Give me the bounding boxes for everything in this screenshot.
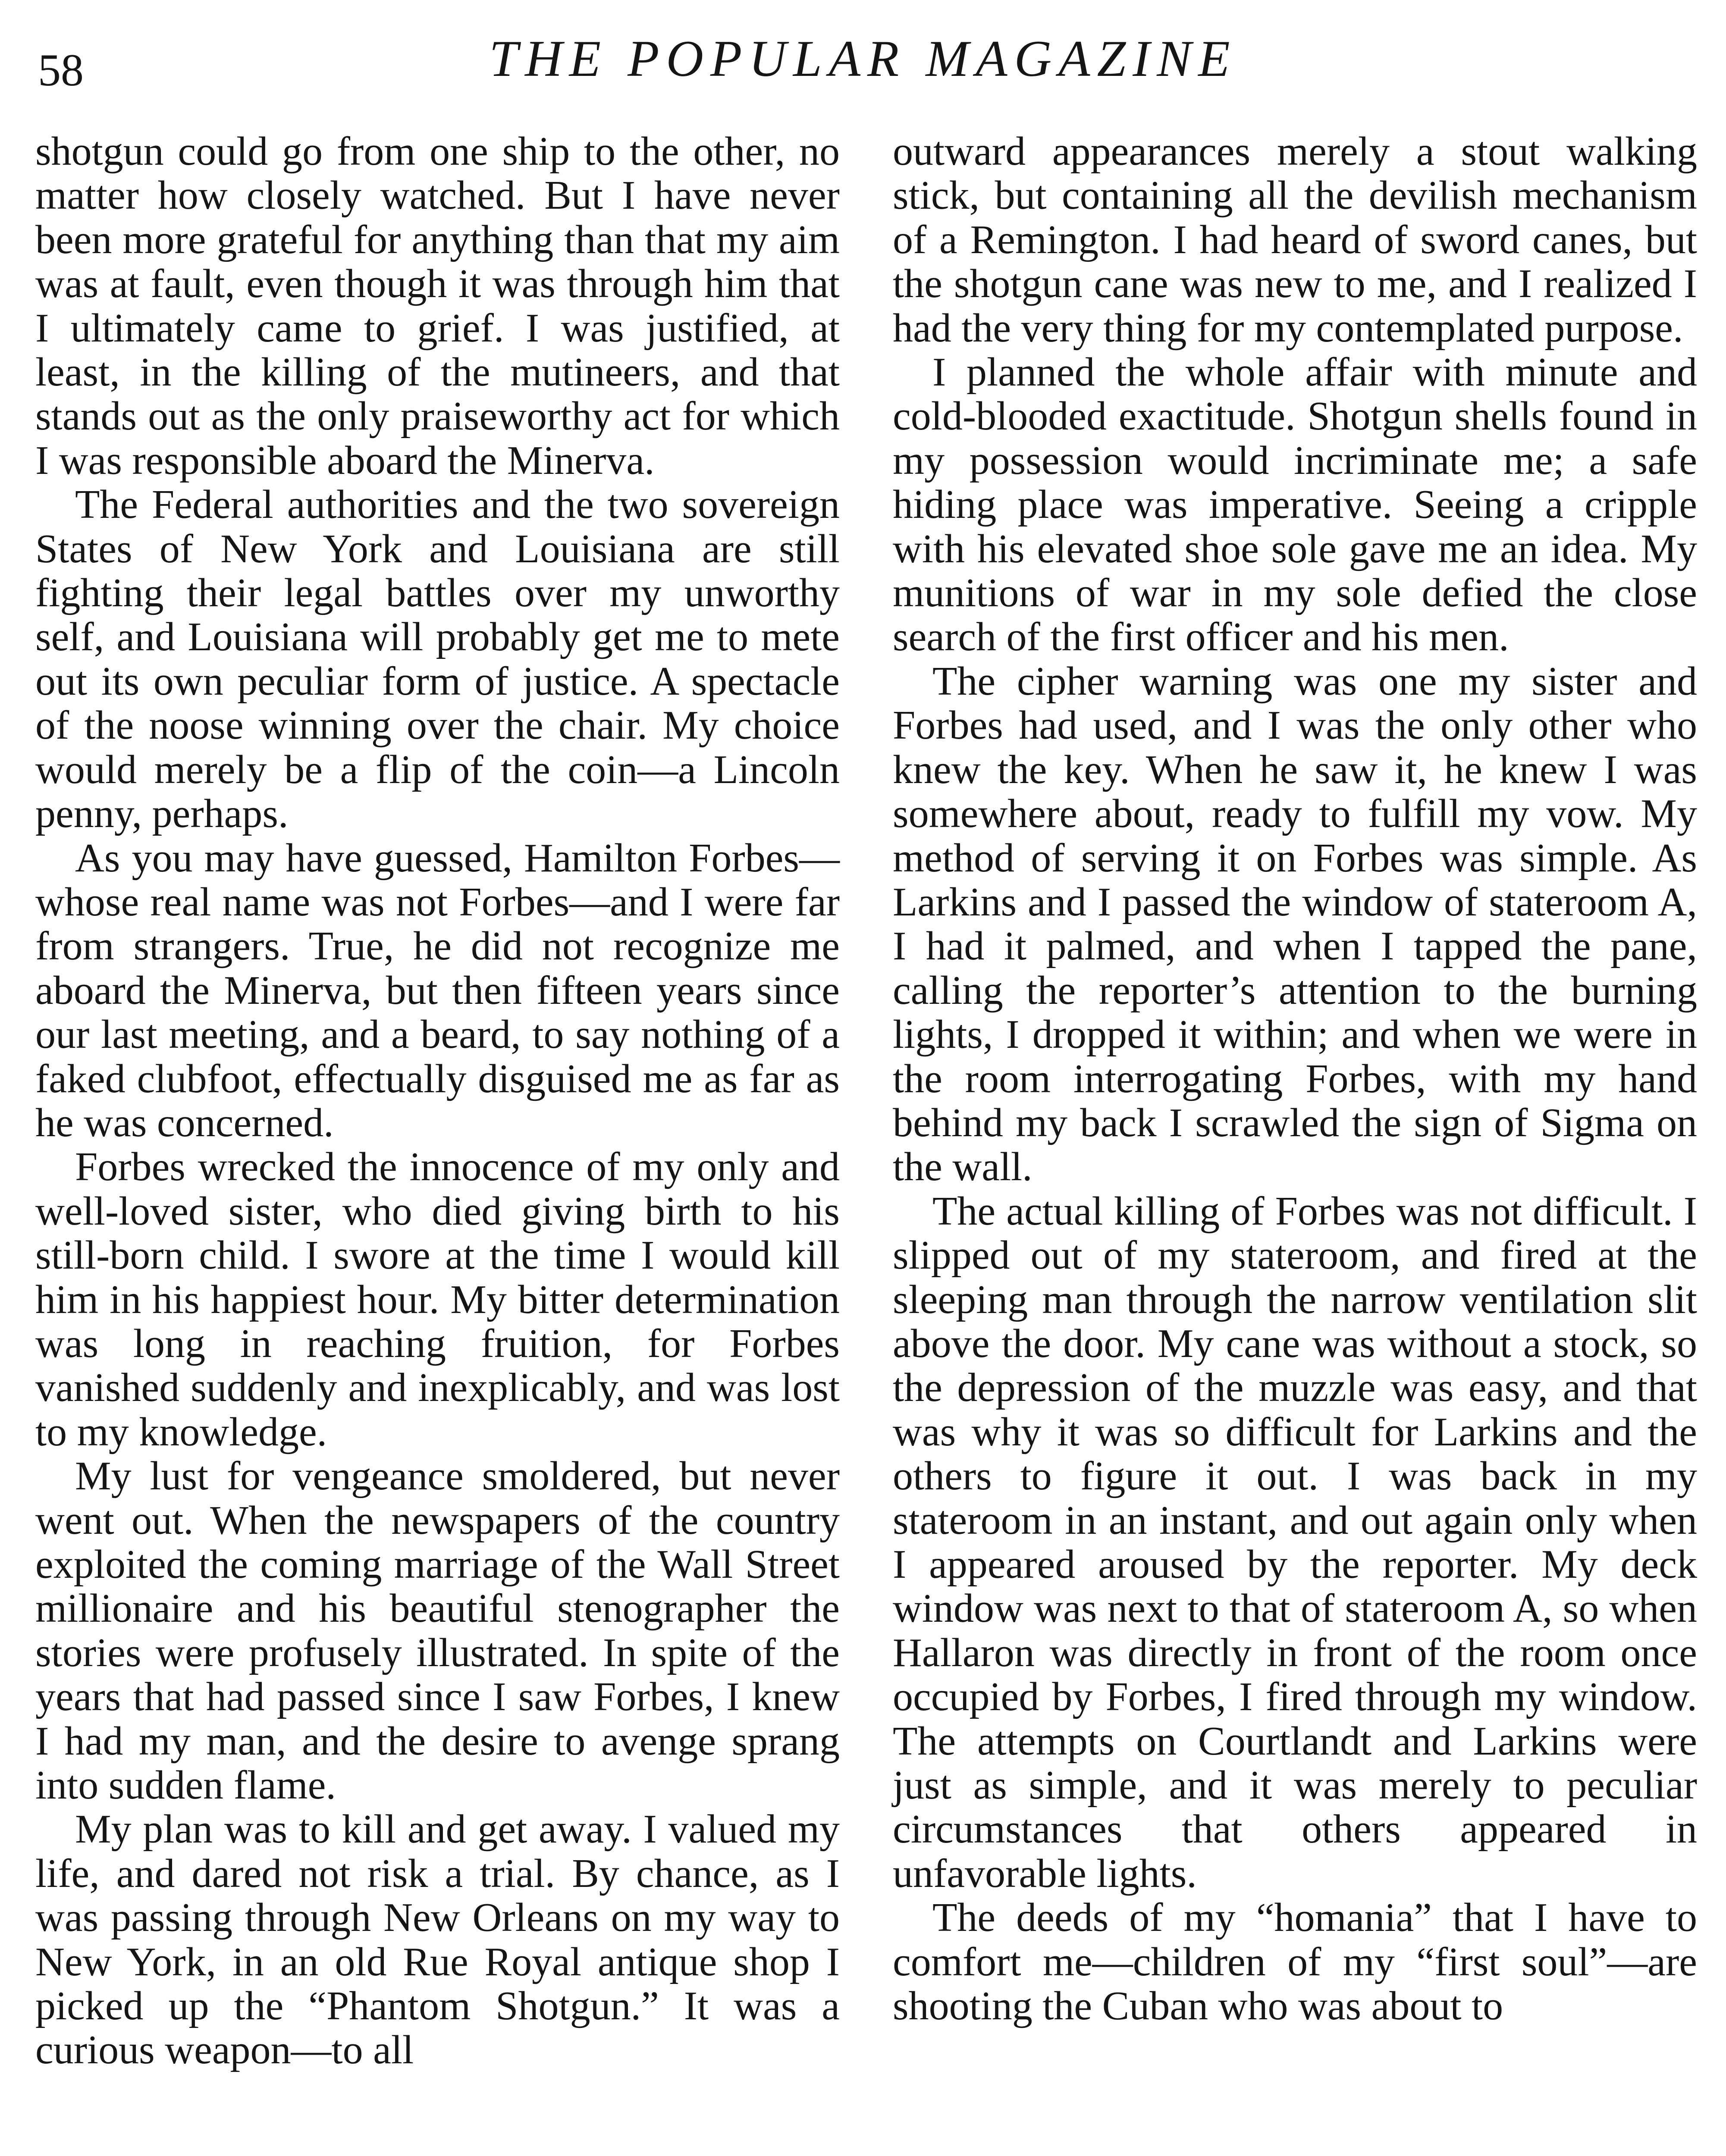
page-number: 58 — [38, 45, 84, 95]
paragraph: Forbes wrecked the innocence of my only and well-loved sister, who died giving birth to his still-born child. I swore at the time I would kill him in his happiest hour. My bitter determination was long in reaching fruition, for Forbes vanished suddenly and inexplicably, and was lost to my knowledge. — [35, 1144, 840, 1454]
left-column — [35, 129, 840, 2156]
paragraph: The actual killing of Forbes was not difficult. I slipped out of my stateroom, and fired at the sleeping man through the narrow ventilation slit above the door. My cane was without a stock, so the depression of the muzzle was easy, and that was why it was so difficult for Larkins and the others to figure it out. I was back in my stateroom in an instant, and out again only when I appeared aroused by the reporter. My deck window was next to that of stateroom A, so when Hallaron was directly in front of the room once occupied by Forbes, I fired through my window. The attempts on Courtlandt and Larkins were just as simple, and it was merely to peculiar circumstances that others appeared in unfavorable lights. — [893, 1188, 1697, 1896]
paragraph: I planned the whole affair with minute and cold-blooded exactitude. Shotgun shells found in my possession would incriminate me; a safe hiding place was imperative. Seeing a cripple with his elevated shoe sole gave me an idea. My munitions of war in my sole defied the close search of the first officer and his men. — [893, 350, 1697, 660]
running-title: THE POPULAR MAGAZINE — [489, 30, 1237, 87]
paragraph: The Federal authorities and the two sovereign States of New York and Louisiana are still fighting their legal battles over my unworthy self, and Louisiana will probably get me to mete out its own peculiar form of justice. A spectacle of the noose winning over the chair. My choice would merely be a flip of the coin—a Lincoln penny, perhaps. — [35, 482, 840, 837]
page-header — [0, 0, 1726, 138]
paragraph: My lust for vengeance smoldered, but never went out. When the newspapers of the country exploited the coming marriage of the Wall Street millionaire and his beautiful stenographer the stories were profusely illustrated. In spite of the years that had passed since I saw Forbes, I knew I had my man, and the desire to avenge sprang into sudden flame. — [35, 1454, 840, 1808]
paragraph: My plan was to kill and get away. I valued my life, and dared not risk a trial. By chance, as I was passing through New Orleans on my way to New York, in an old Rue Royal antique shop I picked up the “Phantom Shotgun.” It was a curious weapon—to all — [35, 1807, 840, 2073]
right-column — [893, 129, 1697, 2156]
paragraph: The cipher warning was one my sister and Forbes had used, and I was the only other who knew the key. When he saw it, he knew I was somewhere about, ready to fulfill my vow. My method of serving it on Forbes was simple. As Larkins and I passed the window of stateroom A, I had it palmed, and when I tapped the pane, calling the reporter’s attention to the burning lights, I dropped it within; and when we were in the room interrogating Forbes, with my hand behind my back I scrawled the sign of Sigma on the wall. — [893, 658, 1697, 1190]
paragraph: outward appearances merely a stout walking stick, but containing all the devilish mechanism of a Remington. I had heard of sword canes, but the shotgun cane was new to me, and I realized I had the very thing for my contemplated purpose. — [893, 129, 1697, 351]
paragraph: The deeds of my “homania” that I have to comfort me—children of my “first soul”—are shooting the Cuban who was about to — [893, 1895, 1697, 2029]
paragraph: As you may have guessed, Hamilton Forbes—whose real name was not Forbes—and I were far from strangers. True, he did not recognize me aboard the Minerva, but then fifteen years since our last meeting, and a beard, to say nothing of a faked clubfoot, effectually disguised me as far as he was concerned. — [35, 835, 840, 1145]
paragraph: shotgun could go from one ship to the other, no matter how closely watched. But I have never been more grateful for anything than that my aim was at fault, even though it was through him that I ultimately came to grief. I was justified, at least, in the killing of the mutineers, and that stands out as the only praiseworthy act for which I was responsible aboard the Minerva. — [35, 129, 840, 483]
